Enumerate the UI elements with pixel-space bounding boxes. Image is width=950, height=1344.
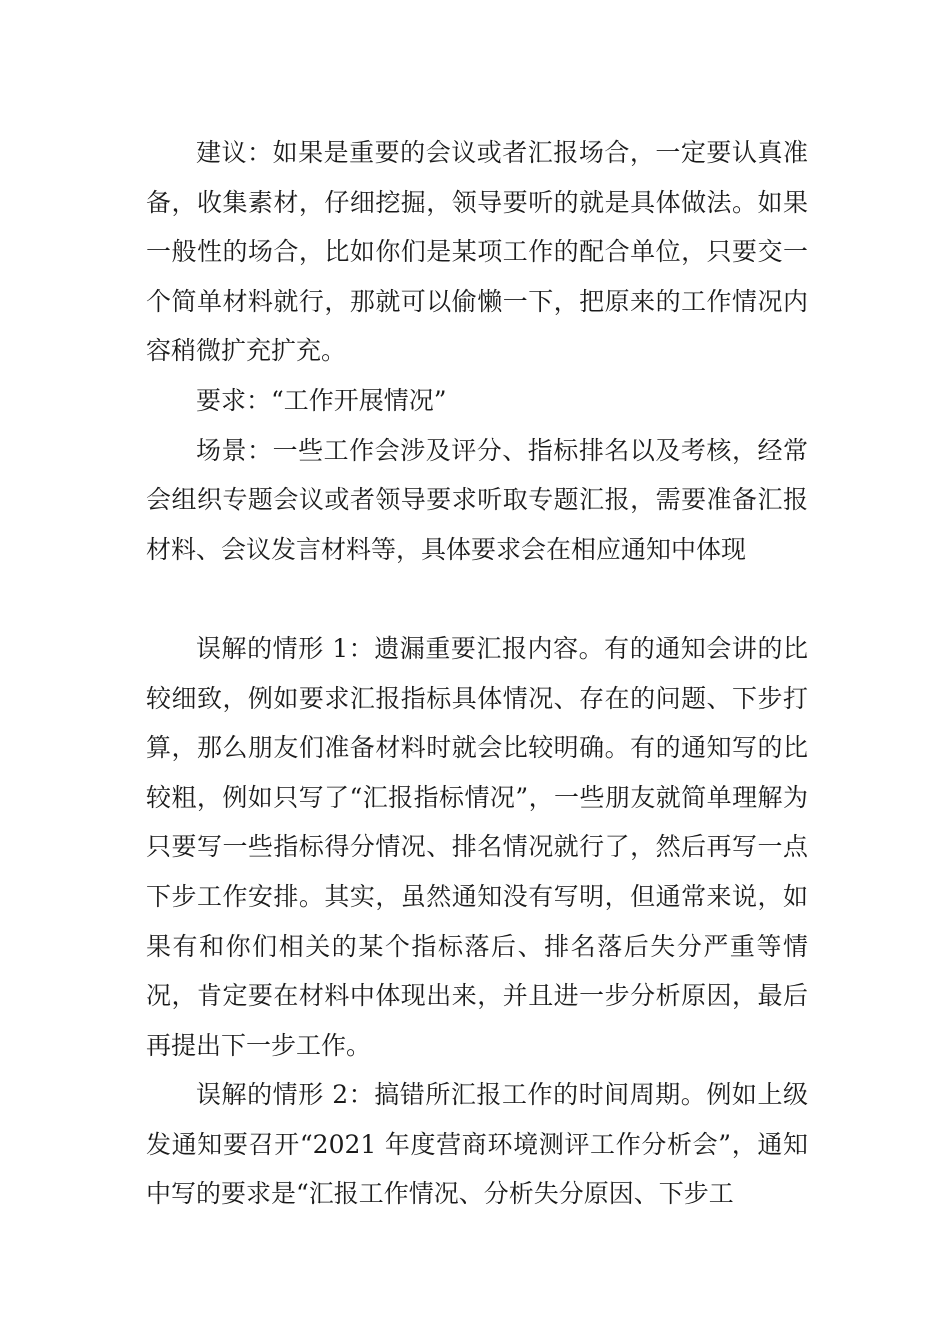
paragraph-misunderstanding-1: 误解的情形 1：遗漏重要汇报内容。有的通知会讲的比较细致，例如要求汇报指标具体情况、存在的问题、下步打算，那么朋友们准备材料时就会比较明确。有的通知写的比较粗，例如只写了“汇报指标情况”，一些朋友就简单理解为只要写一些指标得分情况、排名情况就行了，然后再写一点下步工作安排。其实，虽然通知没有写明，但通常来说，如果有和你们相关的某个指标落后、排名落后失分严重等情况，肯定要在材料中体现出来，并且进一步分析原因，最后再提出下一步工作。 — [146, 633, 808, 1060]
paragraph-requirement: 要求：“工作开展情况” — [196, 385, 447, 415]
paragraph-misunderstanding-2: 误解的情形 2：搞错所汇报工作的时间周期。例如上级发通知要召开“2021 年度营商环境测评工作分析会”，通知中写的要求是“汇报工作情况、分析失分原因、下步工 — [146, 1080, 808, 1209]
paragraph-scenario: 场景：一些工作会涉及评分、指标排名以及考核，经常会组织专题会议或者领导要求听取专题汇报，需要准备汇报材料、会议发言材料等，具体要求会在相应通知中体现 — [146, 435, 808, 564]
paragraph-spacer — [146, 574, 808, 624]
paragraph-suggestion: 建议：如果是重要的会议或者汇报场合，一定要认真准备，收集素材，仔细挖掘，领导要听的就是具体做法。如果一般性的场合，比如你们是某项工作的配合单位，只要交一个简单材料就行，那就可以偷懒一下，把原来的工作情况内容稍微扩充扩充。 — [146, 138, 808, 366]
document-body — [146, 128, 808, 1219]
